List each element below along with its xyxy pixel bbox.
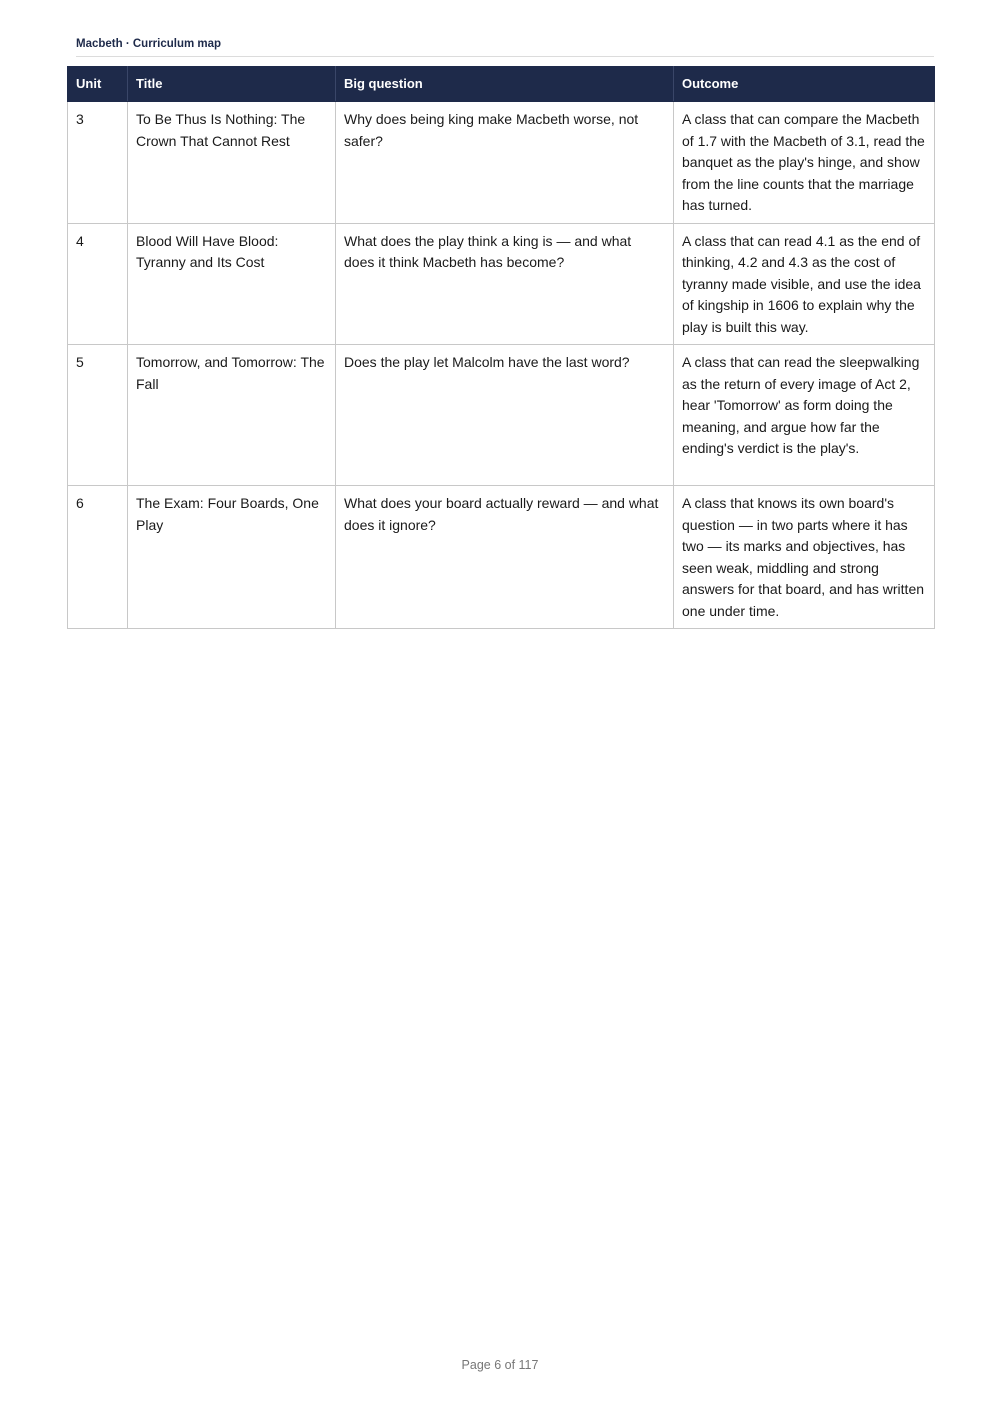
title-cell: The Exam: Four Boards, One Play: [128, 486, 336, 629]
big-question-cell: Why does being king make Macbeth worse, not safer?: [336, 102, 674, 224]
page-number: Page 6 of 117: [461, 1358, 539, 1372]
outcome-cell: A class that can read 4.1 as the end of thinking, 4.2 and 4.3 as the cost of tyranny made visible, and use the idea of kingship in 1606 to explain why the play is built this way.: [674, 223, 935, 345]
unit-cell: 3: [68, 102, 128, 224]
table-row: [68, 345, 935, 486]
column-header-title: Title: [128, 67, 336, 102]
big-question-cell: What does your board actually reward — and what does it ignore?: [336, 486, 674, 629]
big-question-cell: Does the play let Malcolm have the last word?: [336, 345, 674, 486]
unit-cell: 5: [68, 345, 128, 486]
column-header-unit: Unit: [68, 67, 128, 102]
table-row: [68, 486, 935, 629]
unit-cell: 6: [68, 486, 128, 629]
column-header-big-question: Big question: [336, 67, 674, 102]
table-row: [68, 102, 935, 224]
outcome-cell: A class that can read the sleepwalking as the return of every image of Act 2, hear 'Tomorrow' as form doing the meaning, and argue how far the ending's verdict is the play's.: [674, 345, 935, 486]
running-header: Macbeth · Curriculum map: [76, 38, 934, 57]
outcome-cell: A class that knows its own board's question — in two parts where it has two — its marks and objectives, has seen weak, middling and strong answers for that board, and has written one under time.: [674, 486, 935, 629]
title-cell: To Be Thus Is Nothing: The Crown That Cannot Rest: [128, 102, 336, 224]
column-header-outcome: Outcome: [674, 67, 935, 102]
unit-cell: 4: [68, 223, 128, 345]
table-row: [68, 223, 935, 345]
title-cell: Blood Will Have Blood: Tyranny and Its Cost: [128, 223, 336, 345]
table-header-row: [68, 67, 935, 102]
title-cell: Tomorrow, and Tomorrow: The Fall: [128, 345, 336, 486]
curriculum-table: [67, 66, 935, 629]
outcome-cell: A class that can compare the Macbeth of 1.7 with the Macbeth of 3.1, read the banquet as the play's hinge, and show from the line counts that the marriage has turned.: [674, 102, 935, 224]
big-question-cell: What does the play think a king is — and what does it think Macbeth has become?: [336, 223, 674, 345]
